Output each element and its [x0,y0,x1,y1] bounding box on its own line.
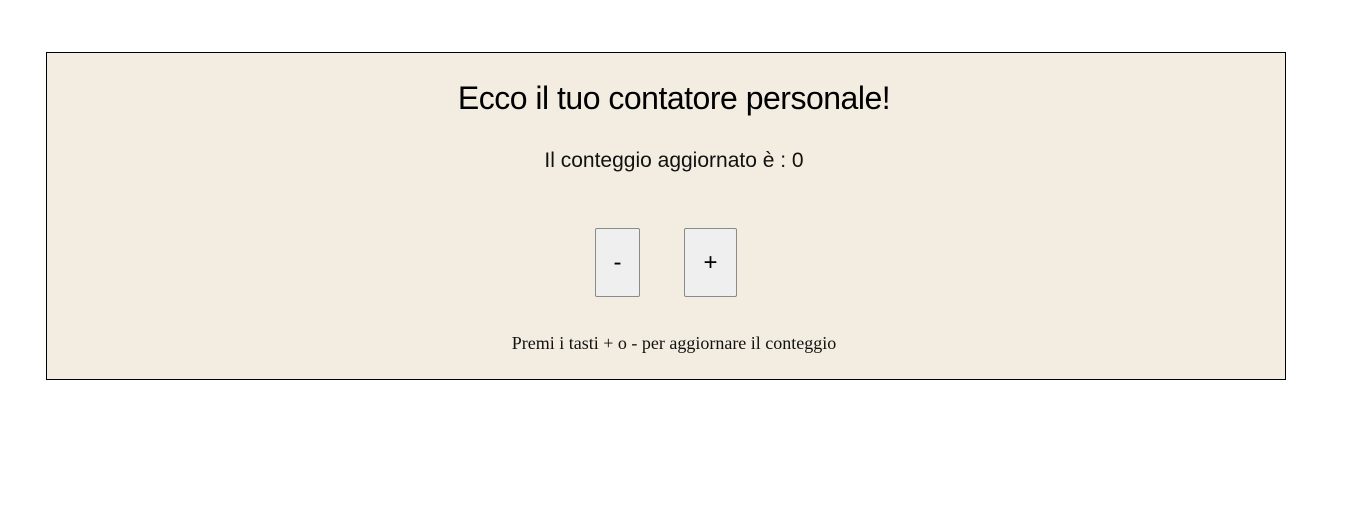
count-display [0,149,1348,173]
decrement-button[interactable]: - [595,228,640,297]
count-value: 0 [791,149,804,172]
count-label: Il conteggio aggiornato è : [544,149,792,172]
instructions-text: Premi i tasti + o - per aggiornare il conteggio [511,333,837,353]
page-title: Ecco il tuo contatore personale! [457,80,891,116]
increment-button[interactable]: + [684,228,737,297]
